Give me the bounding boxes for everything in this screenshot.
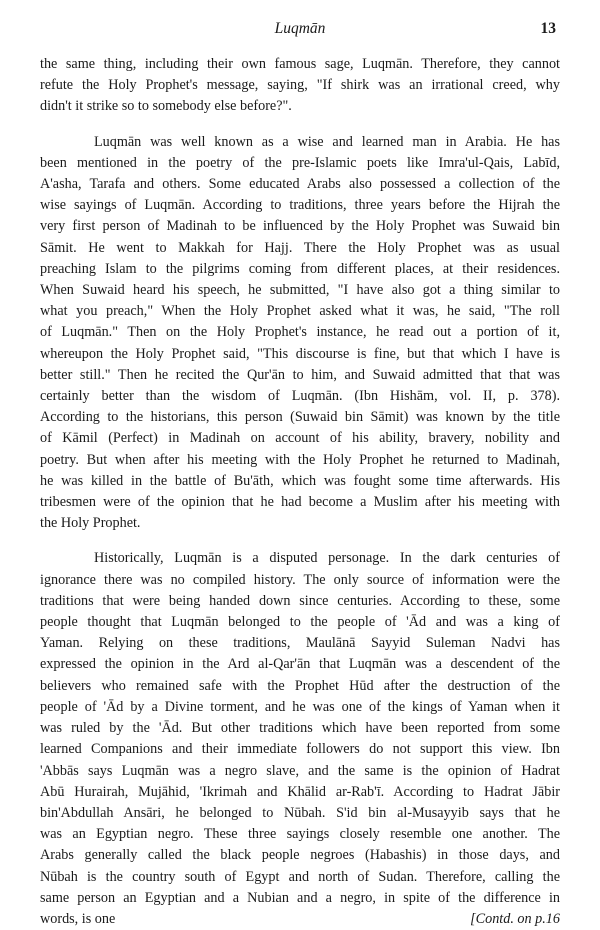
text-line: wise sayings of Luqmān. According to traditions, three years before the Hijrah the — [40, 197, 560, 214]
text-line: A'asha, Tarafa and others. Some educated Arabs also possessed a collection of the — [40, 176, 560, 193]
text-line: When Suwaid heard his speech, he submitted, "I have also got a thing similar to — [40, 282, 560, 299]
text-line: expressed the opinion in the Ard al-Qar'ān that Luqmān was a descendent of the — [40, 656, 560, 673]
text-line: Yaman. Relying on these traditions, Maulānā Sayyid Suleman Nadvi has — [40, 635, 560, 652]
paragraph-3 — [40, 548, 560, 930]
paragraph-1 — [40, 54, 560, 118]
text-line: whereupon the Holy Prophet said, "This discourse is fine, but that which I have is — [40, 345, 560, 362]
text-line: traditions that were being handed down since centuries. According to these, some — [40, 592, 560, 609]
text-line: poetry. But when after his meeting with the Holy Prophet he returned to Madinah, — [40, 451, 560, 468]
text-line: he was killed in the battle of Bu'āth, which was fought some time afterwards. His — [40, 472, 560, 489]
text-line: believers who remained safe with the Prophet Hūd after the destruction of the — [40, 677, 560, 694]
text-line: Sāmit. He went to Makkah for Hajj. There the Holy Prophet was as usual — [40, 239, 560, 256]
text-line: tribesmen were of the opinion that he had become a Muslim after his meeting with — [40, 494, 560, 511]
text-line: was an Egyptian negro. These three sayings closely resemble one another. The — [40, 826, 560, 843]
text-line: 'Abbās says Luqmān was a negro slave, and the same is the opinion of Hadrat — [40, 762, 560, 779]
text-line: better still." Then he recited the Qur'ān to him, and Suwaid admitted that that was — [40, 366, 560, 383]
text-line: the same thing, including their own famous sage, Luqmān. Therefore, they cannot — [40, 56, 560, 72]
text-line: been mentioned in the poetry of the pre-Islamic poets like Imra'ul-Qais, Labīd, — [40, 154, 560, 171]
continued-note: [Contd. on p.16 — [470, 910, 560, 927]
text-line: very first person of Madinah to be influenced by the Holy Prophet was Suwaid bin — [40, 218, 560, 235]
text-line: According to the historians, this person (Suwaid bin Sāmit) was known by the title — [40, 409, 560, 426]
text-line: what you preach," When the Holy Prophet asked what it was, he said, "The roll — [40, 303, 560, 320]
text-line: refute the Holy Prophet's message, saying, "If shirk was an irrational creed, why — [40, 77, 560, 94]
text-line: Nūbah is the country south of Egypt and north of Sudan. Therefore, calling the — [40, 868, 560, 885]
text-line: people of 'Ād by a Divine torment, and he was one of the kings of Yaman when it — [40, 698, 560, 715]
final-line-row — [40, 909, 560, 930]
text-line: didn't it strike so to somebody else before?". — [40, 98, 292, 115]
final-text-line: words, is one — [40, 910, 116, 927]
page-number: 13 — [540, 20, 556, 37]
paragraph-2 — [40, 132, 560, 535]
text-line: Abū Hurairah, Mujāhid, 'Ikrimah and Khālid ar-Rab'ī. According to Hadrat Jābir — [40, 783, 560, 800]
text-line: ignorance there was no compiled history. The only source of information were the — [40, 571, 560, 588]
text-line: Historically, Luqmān is a disputed personage. In the dark centuries of — [94, 550, 560, 567]
text-line: was ruled by the 'Ād. But other traditions which have been reported from some — [40, 720, 560, 737]
running-header-title: Luqmān — [274, 20, 326, 37]
text-line: people thought that Luqmān belonged to the people of 'Ād and was a king of — [40, 614, 560, 631]
text-line: Luqmān was well known as a wise and learned man in Arabia. He has — [94, 133, 560, 150]
text-line: of Luqmān." Then on the Holy Prophet's instance, he read out a portion of it, — [40, 324, 560, 341]
text-line: Arabs generally called the black people negroes (Habashis) in those days, and — [40, 847, 560, 864]
text-line: of Kāmil (Perfect) in Madinah on account of his ability, bravery, nobility and — [40, 430, 560, 447]
text-line: the Holy Prophet. — [40, 515, 141, 532]
text-line: same person an Egyptian and a Nubian and a negro, in spite of the difference in — [40, 889, 560, 906]
body-text — [40, 54, 560, 930]
text-line: bin'Abdullah Ansāri, he belonged to Nūbah. S'id bin al-Musayyib says that he — [40, 804, 560, 821]
text-line: certainly better than the wisdom of Luqmān. (Ibn Hishām, vol. II, p. 378). — [40, 388, 560, 405]
text-line: learned Companions and their immediate followers do not support this view. Ibn — [40, 741, 560, 758]
text-line: preaching Islam to the pilgrims coming from different places, at their residences. — [40, 260, 560, 277]
